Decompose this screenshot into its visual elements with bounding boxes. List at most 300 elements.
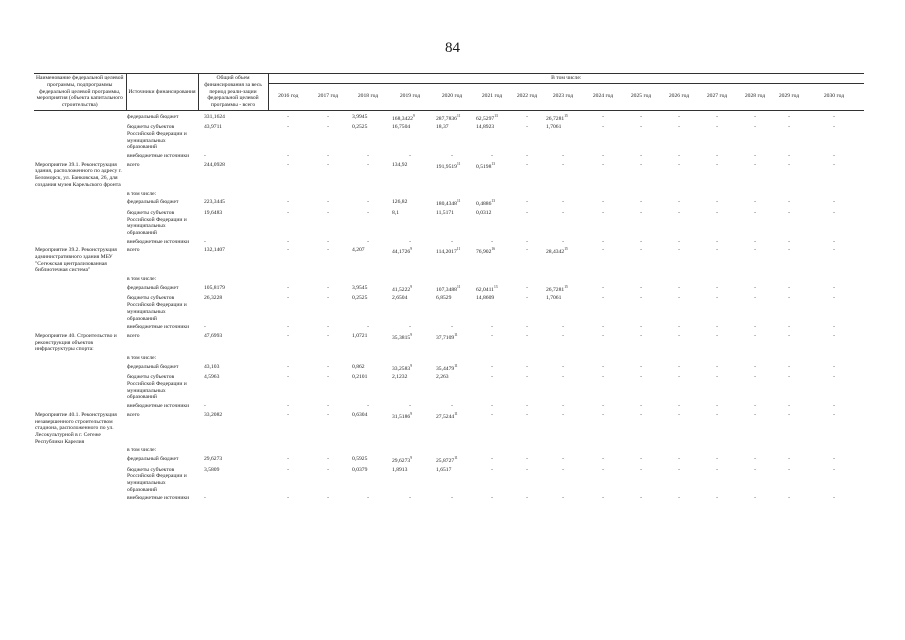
row-year-value (432, 190, 472, 199)
row-year-value (388, 238, 432, 247)
value-text: - (716, 284, 718, 291)
value-text: - (640, 209, 642, 216)
value-text: - (788, 374, 790, 381)
row-year-value (660, 198, 698, 209)
row-year-value (472, 363, 512, 374)
row-year-value (660, 152, 698, 161)
row-year-value (308, 110, 348, 123)
row-year-value (698, 110, 736, 123)
row-total: 223,3445 (204, 199, 225, 206)
row-year-value (622, 246, 660, 275)
value-text: - (367, 495, 369, 502)
value-text: 2,1232 (392, 374, 408, 381)
row-year-value (348, 373, 388, 402)
row-year-value (542, 373, 584, 402)
row-year-value (348, 190, 388, 199)
row-total: 43,9711 (204, 124, 222, 131)
row-year-value (622, 284, 660, 295)
row-source: бюджеты субъектов Российской Федерации и муниципальных образований (127, 209, 187, 236)
row-year-value (388, 284, 432, 295)
table-row (34, 466, 864, 495)
row-year-value (584, 123, 622, 152)
row-year-value (348, 110, 388, 123)
row-year-value (388, 411, 432, 447)
row-year-value (308, 446, 348, 455)
footnote-mark: 16 (491, 247, 495, 252)
value-text: - (716, 209, 718, 216)
value-text: - (833, 403, 835, 410)
row-year-value (804, 323, 864, 332)
row-year-value (736, 373, 774, 402)
value-text: 4,207 (352, 247, 365, 254)
value-text: - (526, 284, 528, 291)
row-year-value (774, 466, 804, 495)
value-text: - (754, 284, 756, 291)
row-year-value (268, 284, 308, 295)
row-year-value (348, 246, 388, 275)
value-text: - (602, 332, 604, 339)
row-year-value (542, 411, 584, 447)
value-text: - (716, 363, 718, 370)
value-text: 3,9945 (352, 113, 368, 120)
value-text: - (640, 466, 642, 473)
value-text: - (526, 411, 528, 418)
value-text: 35,4479 (436, 365, 455, 372)
row-event (34, 238, 126, 247)
row-source: федеральный бюджет (127, 113, 179, 120)
row-total (198, 190, 268, 199)
row-total: 29,6273 (204, 456, 223, 463)
value-text: 1,0721 (352, 332, 368, 339)
row-total: 132,1407 (204, 247, 225, 254)
row-year-value (472, 161, 512, 190)
footnote-mark: 15 (564, 284, 568, 289)
value-text: 8,1 (392, 209, 399, 216)
value-text: - (327, 113, 329, 120)
row-source: внебюджетные источники (127, 324, 190, 331)
value-text: - (788, 495, 790, 502)
row-year-value (388, 466, 432, 495)
value-text: - (640, 238, 642, 245)
value-text: - (678, 124, 680, 131)
value-text: - (678, 161, 680, 168)
value-text: 1,6517 (436, 466, 452, 473)
value-text: 27,5244 (436, 413, 455, 420)
value-text: - (833, 209, 835, 216)
value-text: - (491, 332, 493, 339)
row-year-value (660, 411, 698, 447)
header-year: 2027 год (698, 83, 736, 110)
value-text: - (640, 124, 642, 131)
row-year-value (348, 209, 388, 238)
value-text: 41,5222 (392, 286, 411, 293)
row-year-value (472, 466, 512, 495)
row-year-value (268, 161, 308, 190)
value-text: - (788, 209, 790, 216)
table-row (34, 411, 864, 447)
row-year-value (584, 446, 622, 455)
row-year-value (698, 246, 736, 275)
row-year-value (432, 332, 472, 354)
table-row (34, 332, 864, 354)
row-year-value (308, 323, 348, 332)
value-text: - (640, 403, 642, 410)
value-text: - (754, 238, 756, 245)
row-year-value (698, 466, 736, 495)
row-year-value (804, 152, 864, 161)
row-year-value (472, 209, 512, 238)
row-year-value (774, 373, 804, 402)
value-text: - (716, 456, 718, 463)
table-row (34, 110, 864, 123)
row-year-value (698, 402, 736, 411)
row-year-value (308, 284, 348, 295)
row-year-value (736, 363, 774, 374)
header-source: Источники финансирования (126, 74, 198, 111)
table-header (34, 74, 864, 111)
value-text: - (754, 374, 756, 381)
value-text: - (562, 161, 564, 168)
footnote-mark: 15 (564, 113, 568, 118)
row-year-value (736, 123, 774, 152)
value-text: - (327, 466, 329, 473)
header-year: 2017 год (308, 83, 348, 110)
value-text: - (833, 495, 835, 502)
row-event (34, 446, 126, 455)
row-year-value (388, 161, 432, 190)
row-source: в том числе: (127, 190, 157, 197)
value-text: - (287, 153, 289, 160)
row-year-value (622, 190, 660, 199)
row-year-value (512, 354, 542, 363)
value-text: - (788, 161, 790, 168)
value-text: - (327, 161, 329, 168)
value-text: - (602, 238, 604, 245)
value-text: - (367, 153, 369, 160)
row-year-value (774, 190, 804, 199)
row-event (34, 494, 126, 503)
value-text: - (602, 153, 604, 160)
row-year-value (388, 190, 432, 199)
row-source: бюджеты субъектов Российской Федерации и муниципальных образований (127, 295, 187, 322)
row-year-value (660, 363, 698, 374)
value-text: 33,2583 (392, 365, 411, 372)
row-year-value (622, 209, 660, 238)
value-text: 14,8609 (476, 295, 495, 302)
table-row (34, 402, 864, 411)
value-text: - (788, 363, 790, 370)
row-year-value (774, 161, 804, 190)
value-text: - (602, 456, 604, 463)
value-text: - (526, 295, 528, 302)
row-event (34, 323, 126, 332)
value-text: - (833, 411, 835, 418)
footnote-mark: 9 (412, 113, 415, 118)
row-year-value (512, 332, 542, 354)
value-text: - (678, 466, 680, 473)
row-year-value (736, 198, 774, 209)
table-row (34, 284, 864, 295)
value-text: - (526, 113, 528, 120)
row-year-value (348, 402, 388, 411)
header-year: 2016 год (268, 83, 308, 110)
value-text: - (327, 295, 329, 302)
value-text: - (491, 456, 493, 463)
row-year-value (348, 494, 388, 503)
value-text: - (754, 403, 756, 410)
row-year-value (622, 238, 660, 247)
value-text: - (640, 113, 642, 120)
value-text: - (562, 238, 564, 245)
value-text: 29,6273 (392, 457, 411, 464)
row-year-value (736, 494, 774, 503)
row-year-value (736, 294, 774, 323)
row-year-value (512, 411, 542, 447)
row-year-value (584, 198, 622, 209)
value-text: - (327, 153, 329, 160)
value-text: - (833, 374, 835, 381)
value-text: - (526, 199, 528, 206)
footnote-mark: 13 (491, 199, 495, 204)
value-text: - (640, 295, 642, 302)
header-year: 2026 год (660, 83, 698, 110)
footnote-mark: 11 (456, 247, 461, 252)
row-year-value (622, 152, 660, 161)
value-text: - (367, 403, 369, 410)
value-text: - (327, 411, 329, 418)
value-text: 1,8913 (392, 466, 408, 473)
value-text: - (562, 332, 564, 339)
footnote-mark: 13 (493, 284, 498, 289)
row-year-value (804, 354, 864, 363)
value-text: - (562, 456, 564, 463)
row-year-value (268, 455, 308, 466)
row-year-value (660, 190, 698, 199)
value-text: - (367, 209, 369, 216)
row-source: бюджеты субъектов Российской Федерации и муниципальных образований (127, 466, 187, 493)
value-text: - (678, 363, 680, 370)
row-year-value (698, 161, 736, 190)
value-text: 76,902 (476, 249, 492, 256)
value-text: - (602, 411, 604, 418)
row-year-value (432, 411, 472, 447)
row-year-value (472, 123, 512, 152)
header-year: 2024 год (584, 83, 622, 110)
row-year-value (512, 275, 542, 284)
row-year-value (268, 332, 308, 354)
row-year-value (622, 323, 660, 332)
value-text: - (327, 238, 329, 245)
row-year-value (584, 294, 622, 323)
row-year-value (736, 354, 774, 363)
row-year-value (698, 284, 736, 295)
value-text: - (833, 124, 835, 131)
row-year-value (660, 275, 698, 284)
row-year-value (774, 411, 804, 447)
value-text: 0,0379 (352, 466, 368, 473)
value-text: - (526, 153, 528, 160)
row-year-value (584, 402, 622, 411)
value-text: - (716, 247, 718, 254)
value-text: - (833, 161, 835, 168)
value-text: 180,4348 (436, 201, 457, 208)
value-text: - (640, 456, 642, 463)
row-year-value (542, 323, 584, 332)
value-text: - (833, 324, 835, 331)
row-year-value (268, 238, 308, 247)
value-text: - (526, 403, 528, 410)
row-year-value (736, 323, 774, 332)
row-total: 26,3228 (204, 295, 223, 302)
row-year-value (542, 455, 584, 466)
row-year-value (348, 123, 388, 152)
row-year-value (388, 294, 432, 323)
table-row (34, 363, 864, 374)
row-year-value (804, 363, 864, 374)
row-year-value (698, 294, 736, 323)
row-year-value (804, 123, 864, 152)
footnote-mark: 11 (454, 411, 458, 416)
row-year-value (472, 354, 512, 363)
row-year-value (660, 323, 698, 332)
row-year-value (584, 190, 622, 199)
footnote-mark: 15 (564, 247, 568, 252)
row-year-value (432, 198, 472, 209)
row-year-value (584, 466, 622, 495)
row-year-value (512, 294, 542, 323)
row-year-value (622, 198, 660, 209)
value-text: - (451, 153, 453, 160)
value-text: - (602, 403, 604, 410)
value-text: - (327, 374, 329, 381)
value-text: - (716, 324, 718, 331)
table-row (34, 323, 864, 332)
row-source: внебюджетные источники (127, 403, 190, 410)
row-year-value (472, 446, 512, 455)
row-event (34, 152, 126, 161)
row-year-value (660, 209, 698, 238)
row-year-value (622, 110, 660, 123)
value-text: - (526, 456, 528, 463)
value-text: - (678, 209, 680, 216)
row-year-value (308, 402, 348, 411)
row-year-value (388, 123, 432, 152)
row-year-value (432, 284, 472, 295)
value-text: 14,8923 (476, 124, 495, 131)
row-event: Мероприятие 39.1. Реконструкция здания, расположенного по адресу г. Беломорск, ул. Банковская, 26, для создания музея Карельского фронта (35, 161, 122, 188)
row-year-value (308, 294, 348, 323)
row-year-value (622, 275, 660, 284)
row-year-value (348, 238, 388, 247)
value-text: - (287, 284, 289, 291)
value-text: - (788, 124, 790, 131)
value-text: - (287, 456, 289, 463)
value-text: 1,7061 (546, 295, 562, 302)
value-text: - (491, 324, 493, 331)
row-year-value (512, 190, 542, 199)
value-text: - (788, 403, 790, 410)
row-year-value (698, 455, 736, 466)
value-text: 16,7504 (392, 124, 411, 131)
row-year-value (542, 238, 584, 247)
value-text: 0,2525 (352, 295, 368, 302)
value-text: - (754, 161, 756, 168)
row-year-value (308, 363, 348, 374)
row-year-value (348, 294, 388, 323)
row-year-value (622, 123, 660, 152)
row-year-value (348, 354, 388, 363)
row-event (34, 110, 126, 123)
row-year-value (388, 323, 432, 332)
value-text: - (287, 332, 289, 339)
row-year-value (388, 363, 432, 374)
value-text: 62,5297 (476, 115, 495, 122)
header-year: 2029 год (774, 83, 804, 110)
value-text: - (678, 295, 680, 302)
value-text: - (526, 124, 528, 131)
value-text: - (491, 466, 493, 473)
value-text: - (409, 403, 411, 410)
row-year-value (542, 332, 584, 354)
value-text: - (526, 363, 528, 370)
header-year: 2030 год (804, 83, 864, 110)
row-year-value (622, 161, 660, 190)
row-total: - (204, 153, 206, 160)
row-year-value (774, 446, 804, 455)
row-year-value (542, 294, 584, 323)
row-year-value (512, 198, 542, 209)
value-text: - (716, 153, 718, 160)
value-text: - (409, 153, 411, 160)
value-text: - (833, 238, 835, 245)
row-event (34, 209, 126, 238)
row-year-value (268, 152, 308, 161)
value-text: - (678, 153, 680, 160)
row-year-value (774, 238, 804, 247)
row-year-value (698, 152, 736, 161)
value-text: - (640, 199, 642, 206)
row-year-value (774, 209, 804, 238)
value-text: - (526, 466, 528, 473)
value-text: - (640, 153, 642, 160)
value-text: - (833, 247, 835, 254)
row-year-value (698, 238, 736, 247)
row-year-value (698, 494, 736, 503)
value-text: 0,6304 (352, 411, 368, 418)
row-year-value (804, 161, 864, 190)
table-row (34, 152, 864, 161)
value-text: 0,2525 (352, 124, 368, 131)
value-text: - (640, 284, 642, 291)
row-event (34, 275, 126, 284)
value-text: 28,4342 (546, 249, 565, 256)
row-source: федеральный бюджет (127, 284, 179, 291)
row-year-value (542, 363, 584, 374)
value-text: 287,7836 (436, 115, 457, 122)
row-year-value (622, 446, 660, 455)
row-year-value (268, 110, 308, 123)
row-year-value (804, 190, 864, 199)
value-text: - (327, 124, 329, 131)
row-year-value (512, 466, 542, 495)
row-year-value (736, 238, 774, 247)
row-year-value (774, 152, 804, 161)
row-year-value (348, 363, 388, 374)
row-year-value (268, 363, 308, 374)
value-text: - (409, 238, 411, 245)
value-text: 35,3815 (392, 334, 411, 341)
value-text: - (678, 238, 680, 245)
